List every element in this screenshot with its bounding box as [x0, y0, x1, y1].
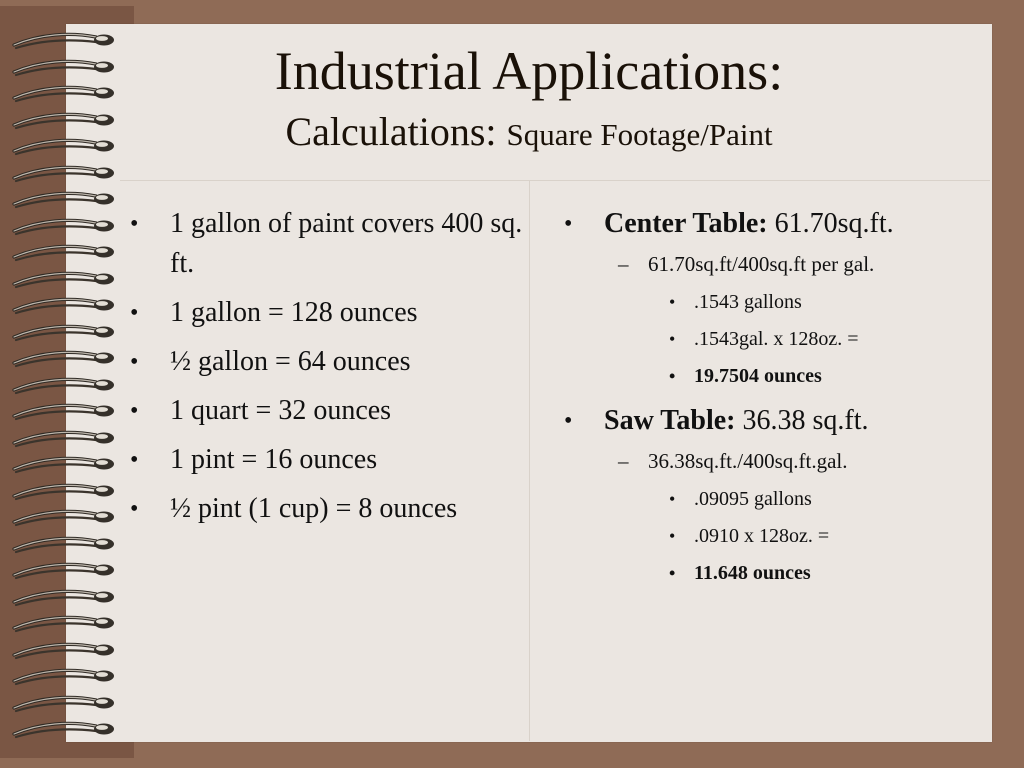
subtitle-small: Square Footage/Paint — [506, 117, 773, 152]
spiral-ring-icon — [10, 454, 120, 478]
center-table-step: • .1543 gallons — [562, 287, 972, 317]
vertical-rule — [529, 181, 530, 741]
list-item: • ½ gallon = 64 ounces — [128, 342, 528, 382]
slide-title — [66, 40, 992, 159]
center-table-step: • .1543gal. x 128oz. = — [562, 324, 972, 354]
dash-icon: – — [618, 449, 629, 473]
dash-icon: – — [618, 252, 629, 276]
bullet-icon: • — [130, 300, 139, 326]
spiral-ring-icon — [10, 507, 120, 531]
list-item: • 1 pint = 16 ounces — [128, 440, 528, 480]
spiral-ring-icon — [10, 348, 120, 372]
bullet-icon: • — [564, 211, 573, 237]
center-table-item: • Center Table: 61.70sq.ft. — [562, 204, 972, 244]
spiral-ring-icon — [10, 719, 120, 743]
spiral-ring-icon — [10, 640, 120, 664]
bullet-icon: • — [669, 563, 676, 583]
bullet-icon: • — [130, 447, 139, 473]
spiral-ring-icon — [10, 322, 120, 346]
spiral-ring-icon — [10, 481, 120, 505]
bullet-icon: • — [669, 292, 676, 312]
title-main: Industrial Applications: — [274, 41, 784, 101]
spiral-ring-icon — [10, 666, 120, 690]
saw-table-item: • Saw Table: 36.38 sq.ft. — [562, 401, 972, 441]
center-table-formula: – 61.70sq.ft/400sq.ft per gal. — [562, 248, 972, 280]
saw-table-step: • .09095 gallons — [562, 484, 972, 514]
bullet-icon: • — [669, 526, 676, 546]
calculation-list — [562, 204, 972, 588]
bullet-icon: • — [669, 366, 676, 386]
spiral-ring-icon — [10, 401, 120, 425]
bullet-icon: • — [130, 398, 139, 424]
list-item: • ½ pint (1 cup) = 8 ounces — [128, 489, 528, 529]
conversion-list — [128, 204, 528, 538]
bullet-icon: • — [130, 349, 139, 375]
bullet-icon: • — [564, 408, 573, 434]
spiral-ring-icon — [10, 428, 120, 452]
spiral-ring-icon — [10, 534, 120, 558]
saw-table-formula: – 36.38sq.ft./400sq.ft.gal. — [562, 445, 972, 477]
bullet-icon: • — [130, 496, 139, 522]
saw-table-step: • .0910 x 128oz. = — [562, 521, 972, 551]
spiral-ring-icon — [10, 375, 120, 399]
bullet-icon: • — [130, 211, 139, 237]
spiral-ring-icon — [10, 295, 120, 319]
spiral-ring-icon — [10, 560, 120, 584]
saw-table-result: • 11.648 ounces — [562, 558, 972, 588]
bullet-icon: • — [669, 489, 676, 509]
spiral-ring-icon — [10, 189, 120, 213]
spiral-ring-icon — [10, 269, 120, 293]
spiral-ring-icon — [10, 693, 120, 717]
center-table-result: • 19.7504 ounces — [562, 361, 972, 391]
spiral-ring-icon — [10, 587, 120, 611]
spiral-ring-icon — [10, 242, 120, 266]
list-item: • 1 quart = 32 ounces — [128, 391, 528, 431]
bullet-icon: • — [669, 329, 676, 349]
list-item: • 1 gallon of paint covers 400 sq. ft. — [128, 204, 528, 284]
horizontal-rule — [120, 180, 990, 181]
spiral-ring-icon — [10, 163, 120, 187]
spiral-ring-icon — [10, 216, 120, 240]
spiral-ring-icon — [10, 613, 120, 637]
title-subtitle — [66, 108, 992, 159]
subtitle-large: Calculations: — [285, 109, 507, 154]
list-item: • 1 gallon = 128 ounces — [128, 293, 528, 333]
